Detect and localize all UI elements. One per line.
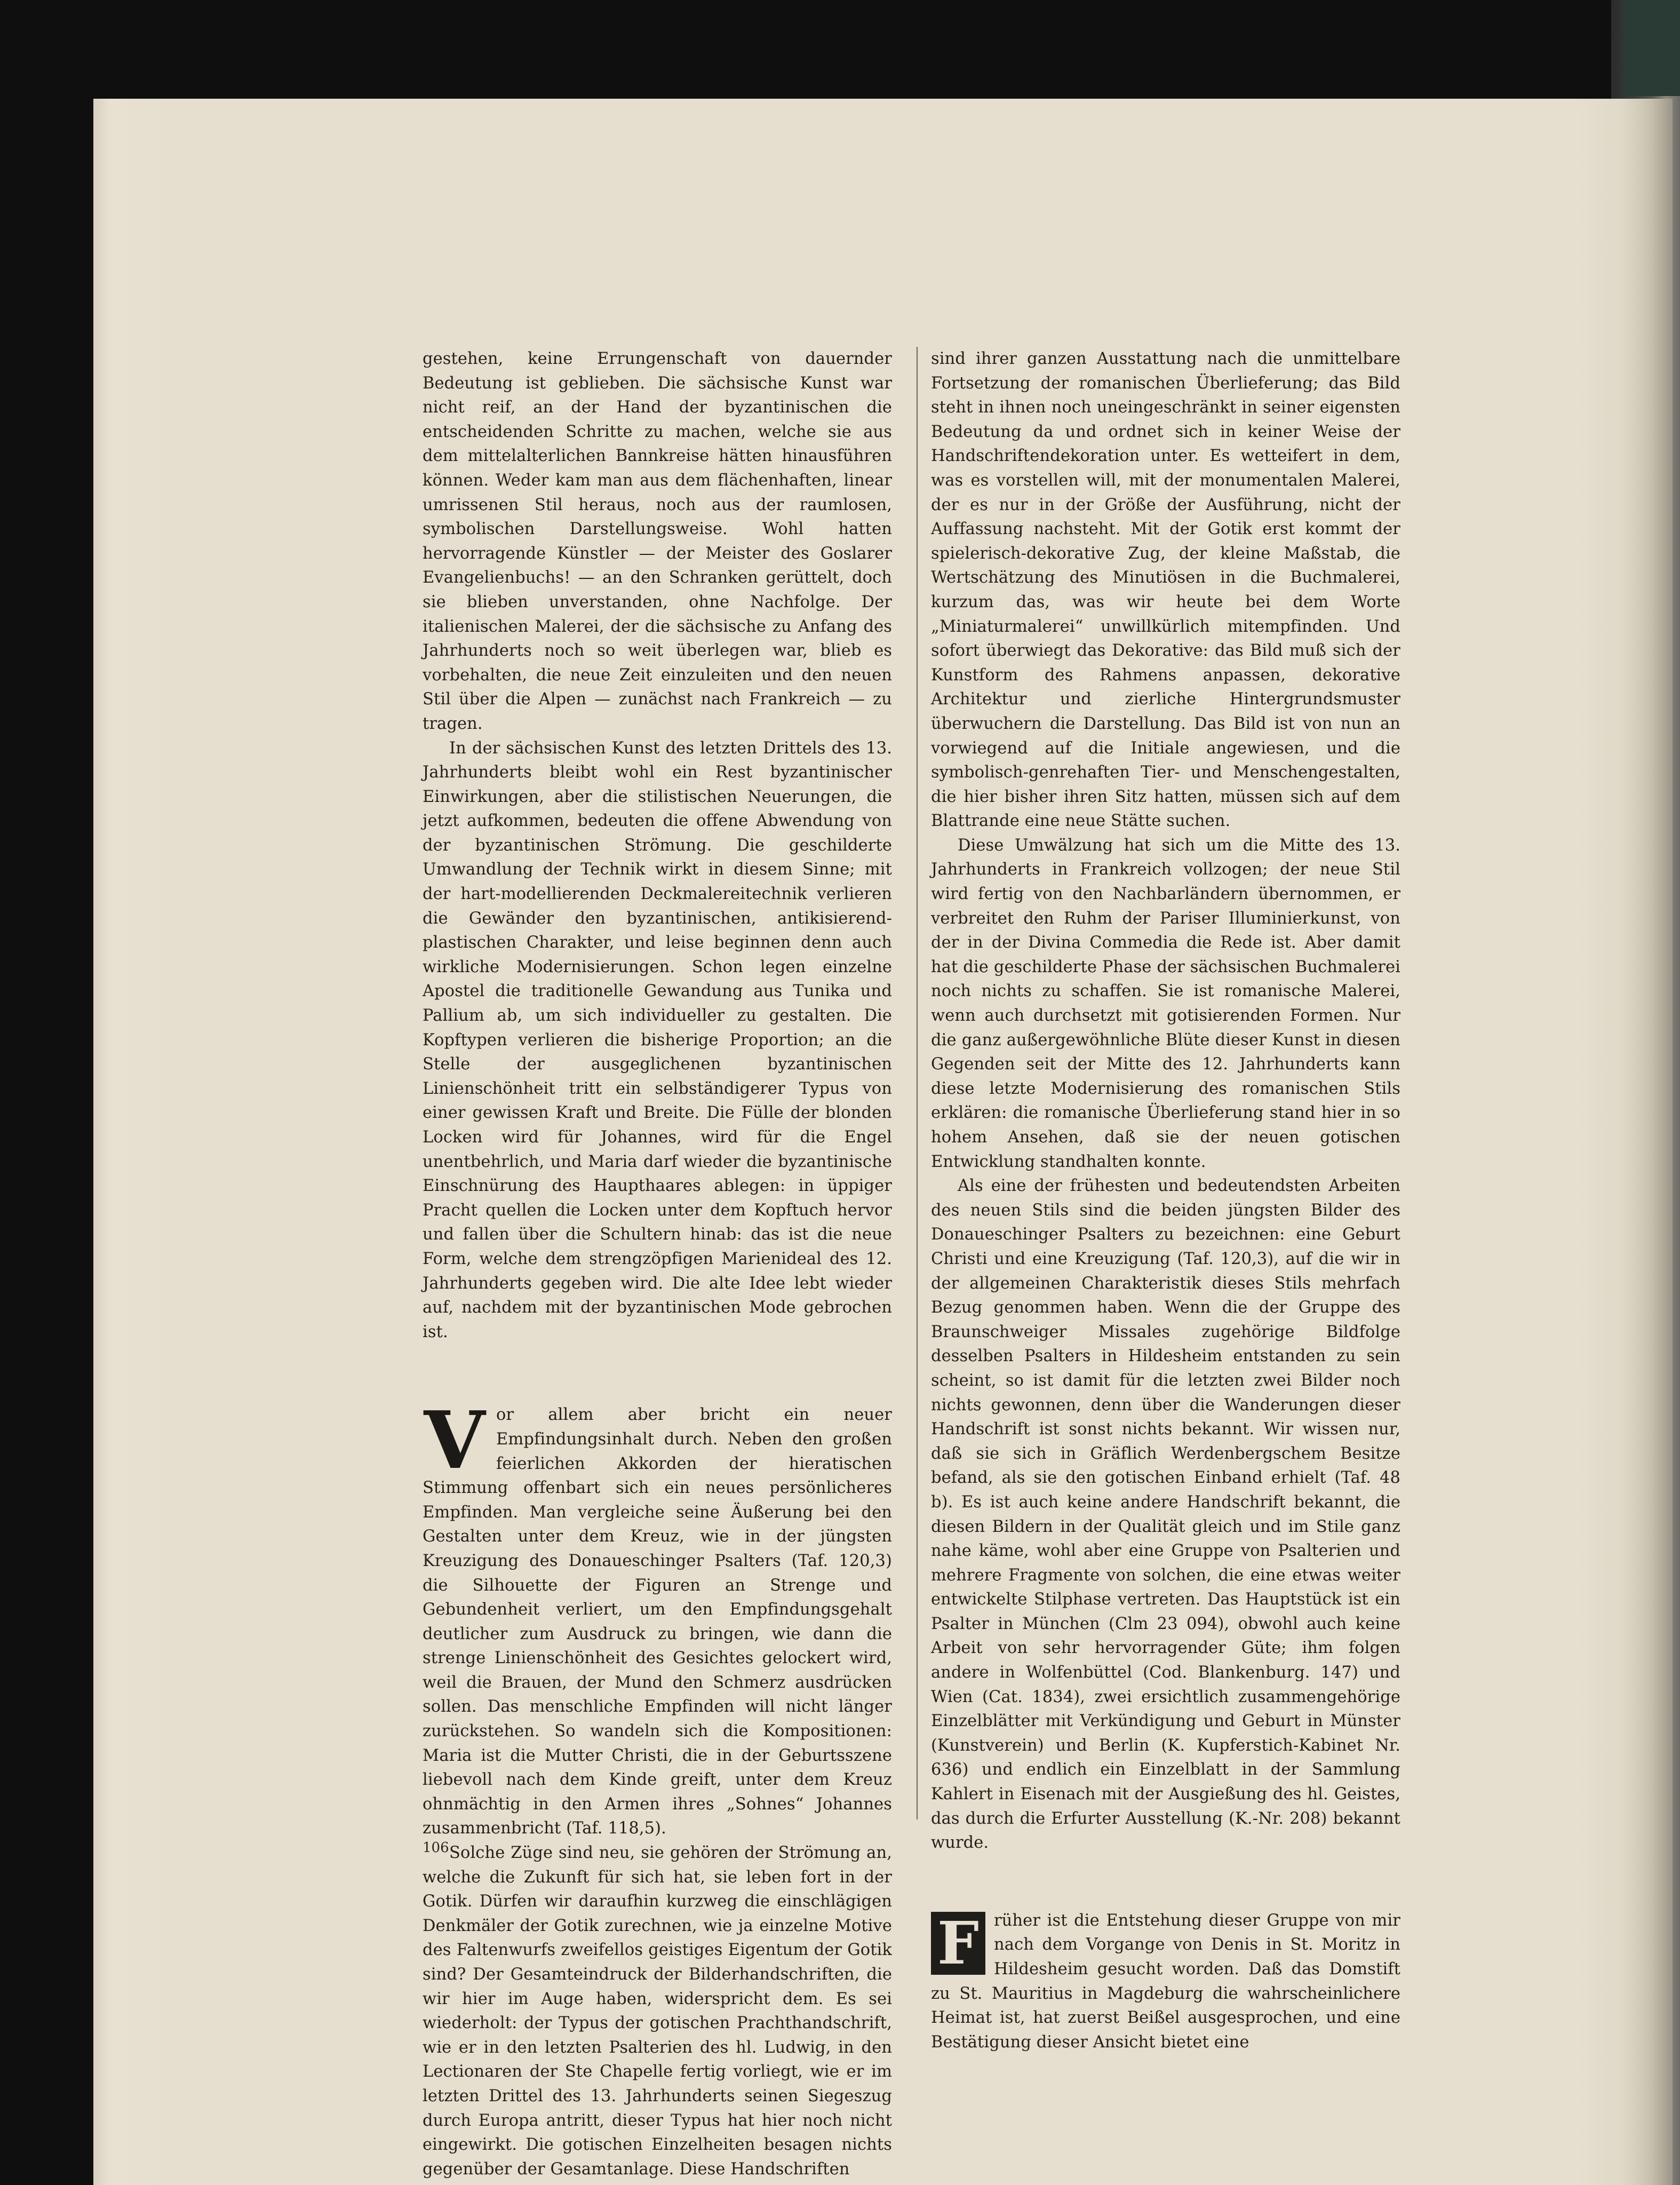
drop-cap-v: V	[424, 1394, 485, 1487]
page-number: 106	[423, 1840, 449, 1856]
page-edge-curl	[1622, 99, 1673, 2185]
scanner-background-left	[0, 0, 93, 2185]
left-paragraph-3	[423, 1394, 892, 1841]
right-paragraph-1: sind ihrer ganzen Ausstattung nach die unmittelbare Fortsetzung der romanischen Überlieferung; das Bild steht in ihnen noch uneingeschränkt in seiner eigensten Bedeutung da und ordnet sich in keiner Weise der Handschriftendekoration unter. Es wetteifert in dem, was es vorstellen will, mit der monumentalen Malerei, der es nur in der Größe der Ausführung, nicht der Auffassung nachsteht. Mit der Gotik erst kommt der spielerisch-dekorative Zug, der kleine Maßstab, die Wertschätzung des Minutiösen in die Buchmalerei, kurzum das, was wir heute bei dem Worte „Miniaturmalerei“ unwillkürlich mitempfinden. Und sofort überwiegt das Dekorative: das Bild muß sich der Kunstform des Rahmens anpassen, dekorative Architektur und zierliche Hintergrundsmuster überwuchern die Darstellung. Das Bild ist von nun an vorwiegend auf die Initiale angewiesen, und die symbolisch-genrehaften Tier- und Menschengestalten, die hier bisher ihren Sitz hatten, müssen sich auf dem Blattrande eine neue Stätte suchen.	[931, 349, 1400, 831]
left-paragraph-4: Solche Züge sind neu, sie gehören der Strömung an, welche die Zukunft für sich hat, sie leben fort in der Gotik. Dürfen wir daraufhin kurzweg die einschlägigen Denkmäler der Gotik zurechnen, wie ja einzelne Motive des Faltenwurfs zweifellos geistiges Eigentum der Gotik sind? Der Gesamteindruck der Bilderhandschriften, die wir hier im Auge haben, widerspricht dem. Es sei wiederholt: der Typus der gotischen Prachthandschrift, wie er in den letzten Psalterien des hl. Ludwig, in den Lectionaren der Ste Chapelle fertig vorliegt, wie er im letzten Drittel des 13. Jahrhunderts seinen Siegeszug durch Europa antritt, dieser Typus hat hier noch nicht eingewirkt. Die gotischen Einzelheiten besagen nichts gegenüber der Gesamtanlage. Diese Handschriften	[423, 1844, 892, 2179]
scanner-background-top	[0, 0, 1680, 99]
column-divider	[917, 347, 918, 1819]
right-paragraph-4	[931, 1909, 1400, 2055]
section-gap	[423, 1344, 892, 1403]
drop-cap-f-letter: F	[937, 1908, 980, 1977]
drop-cap-f	[931, 1908, 985, 1977]
right-paragraph-4-text: rüher ist die Entstehung dieser Gruppe von mir nach dem Vorgange von Denis in St. Moritz in Hildesheim gesucht worden. Daß das Domstift zu St. Mauritius in Magdeburg die wahrscheinlichere Heimat ist, hat zuerst Beißel ausgesprochen, und eine Bestätigung dieser Ansicht bietet eine	[931, 1911, 1400, 2052]
left-paragraph-1: gestehen, keine Errungenschaft von dauernder Bedeutung ist geblieben. Die sächsische Kunst war nicht reif, an der Hand der byzantinischen die entscheidenden Schritte zu machen, welche sie aus dem mittelalterlichen Bannkreise hätten hinausführen können. Weder kam man aus dem flächenhaften, linear umrissenen Stil heraus, noch aus der raumlosen, symbolischen Darstellungsweise. Wohl hatten hervorragende Künstler — der Meister des Goslarer Evangelienbuchs! — an den Schranken gerüttelt, doch sie blieben unverstanden, ohne Nachfolge. Der italienischen Malerei, der die sächsische zu Anfang des Jahrhunderts noch so weit überlegen war, blieb es vorbehalten, die neue Zeit einzuleiten und den neuen Stil über die Alpen — zunächst nach Frankreich — zu tragen.	[423, 349, 892, 733]
right-paragraph-2: Diese Umwälzung hat sich um die Mitte des 13. Jahrhunderts in Frankreich vollzogen; der neue Stil wird fertig von den Nachbarländern übernommen, er verbreitet den Ruhm der Pariser Illuminierkunst, von der in der Divina Commedia die Rede ist. Aber damit hat die geschilderte Phase der sächsischen Buchmalerei noch nichts zu schaffen. Sie ist romanische Malerei, wenn auch durchsetzt mit gotisierenden Formen. Nur die ganz außergewöhnliche Blüte dieser Kunst in diesen Gegenden seit der Mitte des 12. Jahrhunderts kann diese letzte Modernisierung des romanischen Stils erklären: die romanische Überlieferung stand hier in so hohem Ansehen, daß sie der neuen gotischen Entwicklung standhalten konnte.	[931, 836, 1400, 1171]
book-cover-corner	[1625, 0, 1680, 96]
left-paragraph-2: In der sächsischen Kunst des letzten Drittels des 13. Jahrhunderts bleibt wohl ein Rest byzantinischer Einwirkungen, aber die stilistischen Neuerungen, die jetzt aufkommen, bedeuten die offene Abwendung von der byzantinischen Strömung. Die geschilderte Umwandlung der Technik wirkt in diesem Sinne; mit der hart-modellierenden Deckmalereitechnik verlieren die Gewänder den byzantinischen, antikisierend-plastischen Charakter, und leise beginnen denn auch wirkliche Modernisierungen. Schon legen einzelne Apostel die traditionelle Gewandung aus Tunika und Pallium ab, um sich individueller zu gestalten. Die Kopftypen verlieren die bisherige Proportion; an die Stelle der ausgeglichenen byzantinischen Linienschönheit tritt ein selbständigerer Typus von einer gewissen Kraft und Breite. Die Fülle der blonden Locken wird für Johannes, wird für die Engel unentbehrlich, und Maria darf wieder die byzantinische Einschnürung des Haupthaares ablegen: in üppiger Pracht quellen die Locken unter dem Kopftuch hervor und fallen über die Schultern hinab: das ist die neue Form, welche dem strengzöpfigen Marienideal des 12. Jahrhunderts gegeben wird. Die alte Idee lebt wieder auf, nachdem mit der byzantinischen Mode gebrochen ist.	[423, 738, 892, 1341]
right-paragraph-3: Als eine der frühesten und bedeutendsten Arbeiten des neuen Stils sind die beiden jüngsten Bilder des Donaueschinger Psalters zu bezeichnen: eine Geburt Christi und eine Kreuzigung (Taf. 120,3), auf die wir in der allgemeinen Charakteristik dieses Stils mehrfach Bezug genommen haben. Wenn die der Gruppe des Braunschweiger Missales zugehörige Bildfolge desselben Psalters in Hildesheim entstanden zu sein scheint, so ist damit für die letzten zwei Bilder noch nichts gewonnen, denn über die Wanderungen dieser Handschrift ist sonst nichts bekannt. Wir wissen nur, daß sie sich in Gräflich Werdenbergschem Besitze befand, als sie den gotischen Einband erhielt (Taf. 48 b). Es ist auch keine andere Handschrift bekannt, die diesen Bildern in der Qualität gleich und im Stile ganz nahe käme, wohl aber eine Gruppe von Psalterien und mehrere Fragmente von solchen, die eine etwas weiter entwickelte Stilphase vertreten. Das Hauptstück ist ein Psalter in München (Clm 23 094), obwohl auch keine Arbeit von sehr hervorragender Güte; ihm folgen andere in Wolfenbüttel (Cod. Blankenburg. 147) und Wien (Cat. 1834), zwei ersichtlich zusammengehörige Einzelblätter mit Verkündigung und Geburt in Münster (Kunstverein) und Berlin (K. Kupferstich-Kabinet Nr. 636) und endlich ein Einzelblatt in der Sammlung Kahlert in Eisenach mit der Ausgießung des hl. Geistes, das durch die Erfurter Ausstellung (K.-Nr. 208) bekannt wurde.	[931, 1177, 1400, 1853]
left-text-column	[423, 347, 892, 2181]
right-text-column	[931, 347, 1400, 2054]
section-gap	[931, 1855, 1400, 1909]
left-paragraph-3-text: or allem aber bricht ein neuer Empfindungsinhalt durch. Neben den großen feierlichen Akkorden der hieratischen Stimmung offenbart sich ein neues persönlicheres Empfinden. Man vergleiche seine Äußerung bei den Gestalten unter dem Kreuz, wie in der jüngsten Kreuzigung des Donaueschinger Psalters (Taf. 120,3) die Silhouette der Figuren an Strenge und Gebundenheit verliert, um den Empfindungsgehalt deutlicher zum Ausdruck zu bringen, wie dann die strenge Linienschönheit des Gesichtes gelockert wird, weil die Brauen, der Mund den Schmerz ausdrücken sollen. Das menschliche Empfinden will nicht länger zurückstehen. So wandeln sich die Kompositionen: Maria ist die Mutter Christi, die in der Geburtsszene liebevoll nach dem Kinde greift, unter dem Kreuz ohnmächtig in den Armen ihres „Sohnes“ Johannes zusammenbricht (Taf. 118,5).	[423, 1405, 892, 1838]
